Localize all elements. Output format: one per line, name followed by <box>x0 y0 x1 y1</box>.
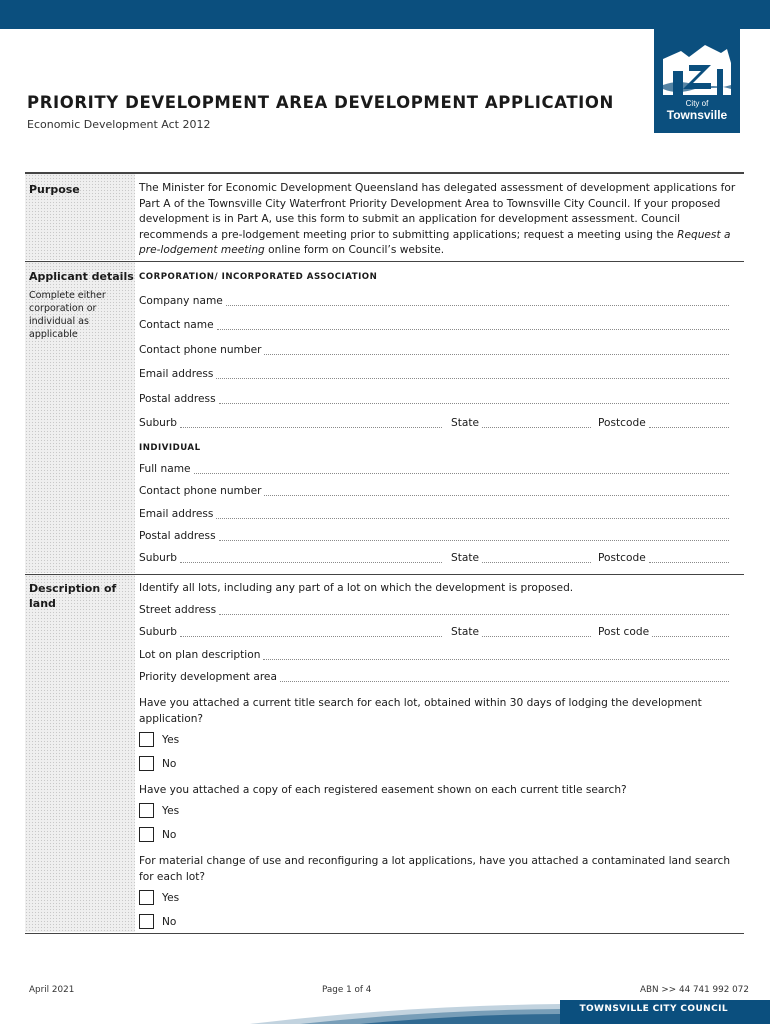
street-address-label: Street address <box>139 604 217 616</box>
contact-name-field[interactable] <box>139 318 729 332</box>
applicant-side-panel <box>25 262 135 573</box>
state-input[interactable] <box>482 418 591 428</box>
postal-input[interactable] <box>219 394 729 404</box>
suburb-label: Suburb <box>139 626 177 638</box>
pda-field[interactable] <box>139 670 729 684</box>
applicant-heading: Applicant details <box>29 270 134 283</box>
street-address-field[interactable] <box>139 603 729 617</box>
corp-contact-phone-field[interactable] <box>139 343 729 357</box>
full-name-label: Full name <box>139 463 191 475</box>
postcode-input[interactable] <box>652 627 729 637</box>
top-banner <box>0 0 770 29</box>
checkbox[interactable] <box>139 732 154 747</box>
state-input[interactable] <box>482 627 591 637</box>
checkbox[interactable] <box>139 914 154 929</box>
postcode-label: Postcode <box>598 552 646 564</box>
corp-postcode-field[interactable] <box>598 416 729 430</box>
contaminated-land-question: For material change of use and reconfiguring a lot applications, have you attached a contaminated land search for each lot? <box>139 855 731 883</box>
email-label: Email address <box>139 508 214 520</box>
individual-heading: INDIVIDUAL <box>139 443 201 453</box>
contact-phone-input[interactable] <box>264 345 729 355</box>
purpose-heading: Purpose <box>29 183 80 196</box>
page-title: PRIORITY DEVELOPMENT AREA DEVELOPMENT APPLICATION <box>27 93 614 112</box>
page-subtitle: Economic Development Act 2012 <box>27 118 211 131</box>
purpose-side-panel <box>25 174 135 260</box>
suburb-label: Suburb <box>139 552 177 564</box>
street-address-input[interactable] <box>219 605 729 615</box>
contact-name-input[interactable] <box>217 320 729 330</box>
ind-postal-field[interactable] <box>139 529 729 543</box>
suburb-input[interactable] <box>180 418 442 428</box>
suburb-input[interactable] <box>180 627 442 637</box>
easement-no[interactable] <box>139 827 176 842</box>
ind-postcode-field[interactable] <box>598 551 729 565</box>
checkbox[interactable] <box>139 890 154 905</box>
state-label: State <box>451 417 480 429</box>
logo-city-of: City of <box>685 99 709 108</box>
corp-postal-field[interactable] <box>139 392 729 406</box>
pda-label: Priority development area <box>139 671 277 683</box>
company-name-input[interactable] <box>226 296 729 306</box>
contact-phone-label: Contact phone number <box>139 485 262 497</box>
yes-label: Yes <box>162 804 180 817</box>
postal-label: Postal address <box>139 530 216 542</box>
title-search-question: Have you attached a current title search for each lot, obtained within 30 days of lodging the development application? <box>139 697 702 725</box>
postal-input[interactable] <box>219 531 729 541</box>
postal-label: Postal address <box>139 393 216 405</box>
ind-contact-phone-field[interactable] <box>139 484 729 498</box>
checkbox[interactable] <box>139 756 154 771</box>
postcode-input[interactable] <box>649 418 729 428</box>
checkbox[interactable] <box>139 803 154 818</box>
state-label: State <box>451 552 480 564</box>
postcode-input[interactable] <box>649 553 729 563</box>
contaminated-land-no[interactable] <box>139 914 176 929</box>
email-input[interactable] <box>216 369 729 379</box>
corp-suburb-field[interactable] <box>139 416 442 430</box>
state-input[interactable] <box>482 553 591 563</box>
lot-plan-field[interactable] <box>139 648 729 662</box>
email-input[interactable] <box>216 509 729 519</box>
pre-lodgement-meeting-text: Request a pre-lodgement meeting <box>139 228 731 257</box>
yes-label: Yes <box>162 891 180 904</box>
no-label: No <box>162 757 177 770</box>
state-label: State <box>451 626 480 638</box>
company-name-field[interactable] <box>139 294 729 308</box>
footer-council-name: TOWNSVILLE CITY COUNCIL <box>579 1004 728 1014</box>
postcode-label: Post code <box>598 626 650 638</box>
easement-yes[interactable] <box>139 803 179 818</box>
footer-abn: ABN >> 44 741 992 072 <box>640 985 749 995</box>
ind-suburb-field[interactable] <box>139 551 442 565</box>
lot-plan-input[interactable] <box>263 650 729 660</box>
postcode-label: Postcode <box>598 417 646 429</box>
email-label: Email address <box>139 368 214 380</box>
lot-plan-label: Lot on plan description <box>139 649 261 661</box>
land-intro: Identify all lots, including any part of a lot on which the development is proposed. <box>139 582 574 594</box>
land-heading: Description of land <box>29 582 117 610</box>
corp-state-field[interactable] <box>451 416 591 430</box>
divider <box>25 933 744 934</box>
ind-state-field[interactable] <box>451 551 591 565</box>
contaminated-land-yes[interactable] <box>139 890 179 905</box>
pda-input[interactable] <box>280 672 729 682</box>
corp-email-field[interactable] <box>139 367 729 381</box>
purpose-text-1: The Minister for Economic Development Queensland has delegated assessment of development applications for Part A of the Townsville City Waterfront Priority Development Area to Townsville City Council. If your proposed development is in Part A, use this form to submit an application for development assessment. Council recommends a pre-lodgement meeting prior to submitting applications; request a meeting using the <box>139 182 736 241</box>
full-name-input[interactable] <box>194 464 729 474</box>
contact-phone-label: Contact phone number <box>139 344 262 356</box>
footer-wave-graphic <box>0 1000 560 1024</box>
ind-email-field[interactable] <box>139 507 729 521</box>
applicant-note: Complete either corporation or individual as applicable <box>29 290 106 340</box>
company-name-label: Company name <box>139 295 223 307</box>
contact-phone-input[interactable] <box>264 486 729 496</box>
suburb-label: Suburb <box>139 417 177 429</box>
land-state-field[interactable] <box>451 625 591 639</box>
title-search-yes[interactable] <box>139 732 179 747</box>
no-label: No <box>162 828 177 841</box>
suburb-input[interactable] <box>180 553 442 563</box>
footer-band <box>560 1000 770 1024</box>
no-label: No <box>162 915 177 928</box>
city-skyline-icon <box>659 41 735 99</box>
yes-label: Yes <box>162 733 180 746</box>
land-suburb-field[interactable] <box>139 625 442 639</box>
full-name-field[interactable] <box>139 462 729 476</box>
land-side-panel <box>25 575 135 932</box>
checkbox[interactable] <box>139 827 154 842</box>
logo-townsville: Townsville <box>666 108 728 122</box>
contact-name-label: Contact name <box>139 319 214 331</box>
land-postcode-field[interactable] <box>598 625 729 639</box>
footer-page: Page 1 of 4 <box>322 985 372 995</box>
easement-question: Have you attached a copy of each registered easement shown on each current title search? <box>139 784 627 796</box>
corporation-heading: CORPORATION/ INCORPORATED ASSOCIATION <box>139 272 378 282</box>
purpose-text-2: online form on Council’s website. <box>264 244 445 257</box>
townsville-logo <box>654 29 740 133</box>
footer-date: April 2021 <box>29 985 75 995</box>
title-search-no[interactable] <box>139 756 176 771</box>
purpose-text <box>139 181 739 259</box>
